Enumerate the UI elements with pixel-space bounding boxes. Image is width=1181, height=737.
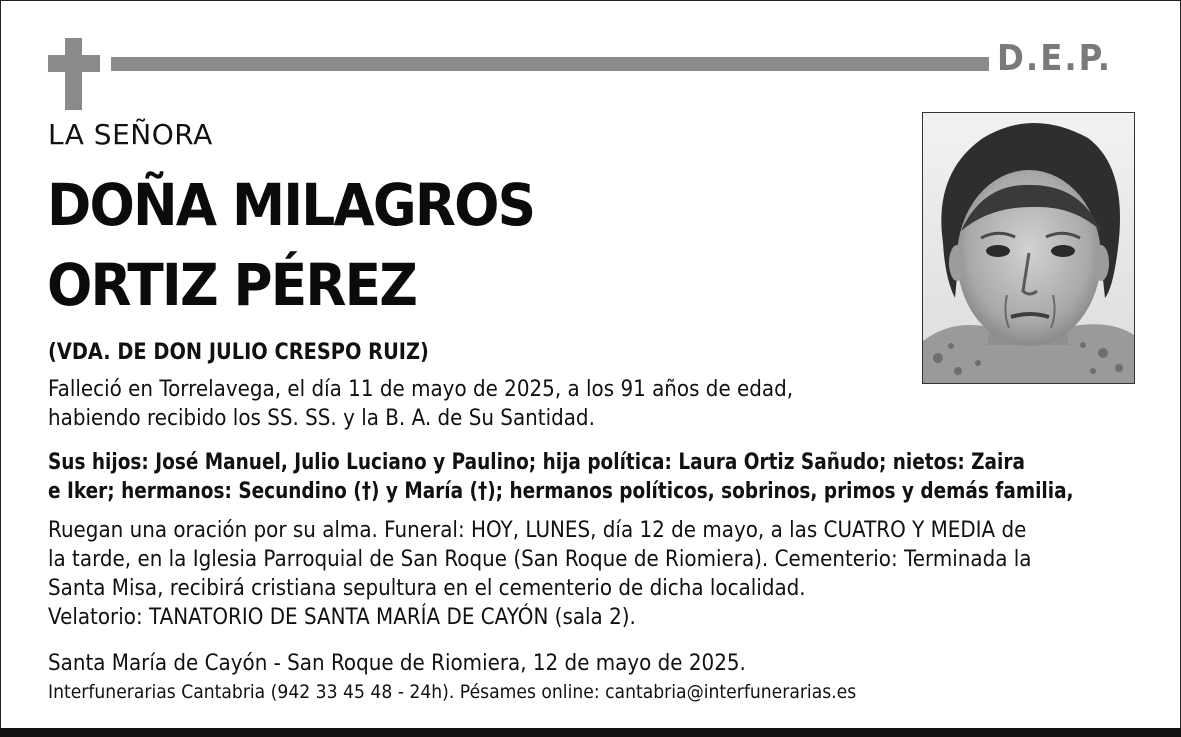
funeral-line: Ruegan una oración por su alma. Funeral: HOY, LUNES, día 12 de mayo, a las CUATRO Y MEDIA de <box>48 518 1027 543</box>
deceased-name-line-2: ORTIZ PÉREZ <box>47 251 417 319</box>
cross-icon <box>48 38 100 110</box>
place-date-line: Santa María de Cayón - San Roque de Riomiera, 12 de mayo de 2025. <box>48 651 746 676</box>
widow-of: (VDA. DE DON JULIO CRESPO RUIZ) <box>48 340 429 365</box>
funeral-line: la tarde, en la Iglesia Parroquial de San Roque (San Roque de Riomiera). Cementerio: Terminada la <box>48 547 1032 572</box>
bottom-rule <box>0 728 1181 737</box>
death-info-line: habiendo recibido los SS. SS. y la B. A. de Su Santidad. <box>48 406 595 431</box>
header-rule <box>111 57 989 71</box>
family-line: Sus hijos: José Manuel, Julio Luciano y Paulino; hija política: Laura Ortiz Sañudo; nietos: Zaira <box>48 450 1025 475</box>
place-date <box>48 649 746 678</box>
death-info-line: Falleció en Torrelavega, el día 11 de mayo de 2025, a los 91 años de edad, <box>48 377 794 402</box>
portrait-image <box>923 113 1134 383</box>
deceased-name-line-1: DOÑA MILAGROS <box>47 171 535 239</box>
family-line: e Iker; hermanos: Secundino (†) y María (†); hermanos políticos, sobrinos, primos y demás familia, <box>48 479 1074 504</box>
dep-label: D.E.P. <box>997 38 1113 79</box>
title-prefix: LA SEÑORA <box>48 118 213 151</box>
wake-line: Velatorio: TANATORIO DE SANTA MARÍA DE CAYÓN (sala 2). <box>48 605 636 630</box>
death-info <box>48 375 793 433</box>
deceased-portrait <box>922 112 1135 384</box>
funeral-line: Santa Misa, recibirá cristiana sepultura en el cementerio de dicha localidad. <box>48 576 806 601</box>
family-list <box>48 448 1074 506</box>
funeral-home-contact: Interfunerarias Cantabria (942 33 45 48 - 24h). Pésames online: cantabria@interfunerarias.es <box>48 681 857 703</box>
funeral-info <box>48 516 1031 632</box>
